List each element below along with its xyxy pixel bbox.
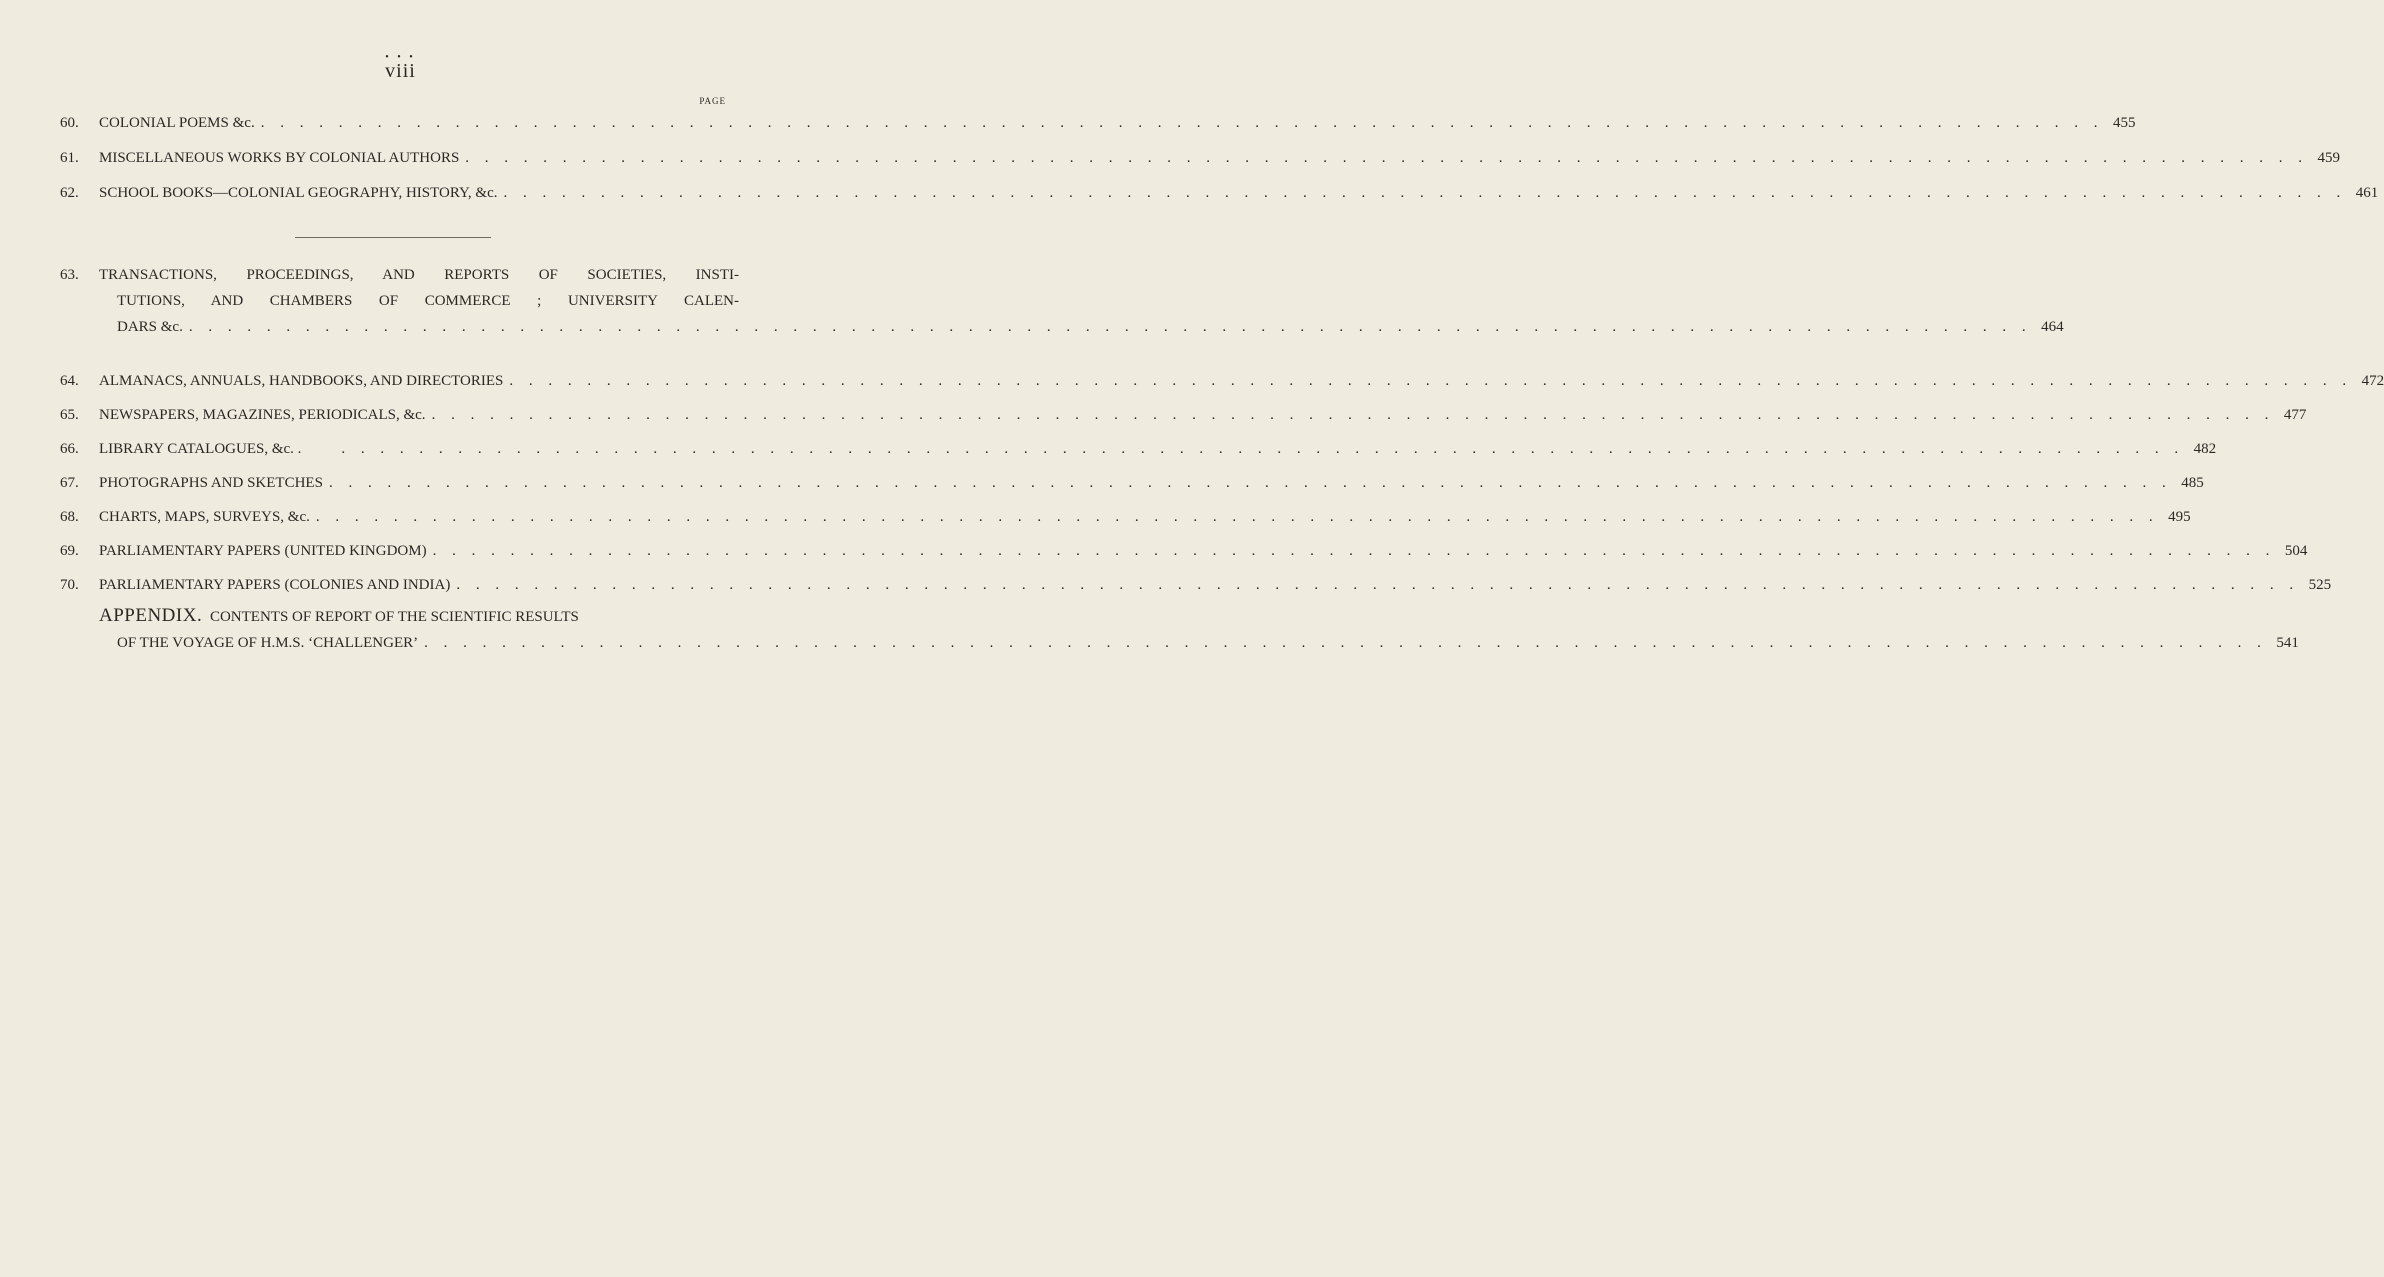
dot-leader: . . . . . . . . . . . . . . . . . . . . . . . . . . . . . . . . . . . . . . . . . . . . . . . . . . . . . . . . . . . . . . . . . . . . . . . . . . . . . . . . . . . . . . . . . . . . . . . — [188, 319, 2032, 335]
dot-leader: . . . . . . . . . . . . . . . . . . . . . . . . . . . . . . . . . . . . . . . . . . . . . . . . . . . . . . . . . . . . . . . . . . . . . . . . . . . . . . . . . . . . . . . . . . . . . . . — [315, 509, 2159, 525]
entry-title: NEWSPAPERS, MAGAZINES, PERIODICALS, &c. — [99, 407, 426, 423]
toc-entry-appendix[interactable] — [60, 603, 2299, 656]
page-number — [0, 52, 801, 83]
entry-title: LIBRARY CATALOGUES, &c. . — [99, 441, 302, 457]
entry-title-line-1: TRANSACTIONS, PROCEEDINGS, AND REPORTS OF SOCIETIES, INSTI- — [99, 267, 739, 283]
toc-entry-64[interactable] — [60, 368, 2384, 394]
entry-page: 455 — [2112, 115, 2136, 131]
section-divider — [295, 237, 491, 238]
toc-entry-70[interactable] — [60, 572, 2332, 598]
entry-page: 461 — [2355, 185, 2379, 201]
entry-number: 66. — [60, 441, 79, 457]
toc-entry-68[interactable] — [60, 504, 2191, 530]
toc-entry-67[interactable] — [60, 470, 2204, 496]
dot-leader: . . . . . . . . . . . . . . . . . . . . . . . . . . . . . . . . . . . . . . . . . . . . . . . . . . . . . . . . . . . . . . . . . . . . . . . . . . . . . . . . . . . . . . . . . . . . . . . — [509, 373, 2353, 389]
appendix-heading: APPENDIX. — [99, 605, 203, 626]
toc-entry-60[interactable] — [60, 110, 2136, 136]
entry-title: CHARTS, MAPS, SURVEYS, &c. — [99, 509, 310, 525]
entry-number: 67. — [60, 475, 79, 491]
entry-page: 541 — [2276, 635, 2299, 651]
entry-number: 64. — [60, 373, 79, 389]
entry-title: PHOTOGRAPHS AND SKETCHES — [99, 475, 323, 491]
dot-leader: . . . . . . . . . . . . . . . . . . . . . . . . . . . . . . . . . . . . . . . . . . . . . . . . . . . . . . . . . . . . . . . . . . . . . . . . . . . . . . . . . . . . . . . . . . . . . . . — [432, 543, 2276, 559]
appendix-title-line-2: OF THE VOYAGE OF H.M.S. ‘CHALLENGER’ — [117, 635, 419, 651]
entry-number: 61. — [60, 150, 79, 166]
entry-title-line-2: TUTIONS, AND CHAMBERS OF COMMERCE ; UNIVERSITY CALEN- — [117, 293, 739, 309]
dot-leader: . . . . . . . . . . . . . . . . . . . . . . . . . . . . . . . . . . . . . . . . . . . . . . . . . . . . . . . . . . . . . . . . . . . . . . . . . . . . . . . . . . . . . . . . . . . . . . . — [465, 150, 2309, 166]
toc-entry-62[interactable] — [60, 180, 2379, 206]
entry-number: 70. — [60, 577, 79, 593]
entry-page: 477 — [2283, 407, 2307, 423]
entry-title: COLONIAL POEMS &c. — [99, 115, 255, 131]
dot-leader: . . . . . . . . . . . . . . . . . . . . . . . . . . . . . . . . . . . . . . . . . . . . . . . . . . . . . . . . . . . . . . . . . . . . . . . . . . . . . . . . . . . . . . . . . . . . . . . — [341, 441, 2185, 457]
toc-entry-65[interactable] — [60, 402, 2307, 428]
page-number-ornament: • • • — [385, 52, 416, 63]
entry-number: 68. — [60, 509, 79, 525]
dot-leader: . . . . . . . . . . . . . . . . . . . . . . . . . . . . . . . . . . . . . . . . . . . . . . . . . . . . . . . . . . . . . . . . . . . . . . . . . . . . . . . . . . . . . . . . . . . . . . . — [456, 577, 2300, 593]
entry-title-line-3: DARS &c. — [117, 319, 183, 335]
dot-leader: . . . . . . . . . . . . . . . . . . . . . . . . . . . . . . . . . . . . . . . . . . . . . . . . . . . . . . . . . . . . . . . . . . . . . . . . . . . . . . . . . . . . . . . . . . . . . . . — [328, 475, 2172, 491]
toc-entry-66[interactable] — [60, 436, 2217, 462]
entry-page: 525 — [2308, 577, 2332, 593]
entry-number: 62. — [60, 185, 79, 201]
dot-leader: . . . . . . . . . . . . . . . . . . . . . . . . . . . . . . . . . . . . . . . . . . . . . . . . . . . . . . . . . . . . . . . . . . . . . . . . . . . . . . . . . . . . . . . . . . . . . . . — [260, 115, 2104, 131]
page-number-text: viii — [385, 60, 416, 82]
toc-entry-61[interactable] — [60, 145, 2341, 171]
dot-leader: . . . . . . . . . . . . . . . . . . . . . . . . . . . . . . . . . . . . . . . . . . . . . . . . . . . . . . . . . . . . . . . . . . . . . . . . . . . . . . . . . . . . . . . . . . . . . . . — [503, 185, 2347, 201]
entry-page: 482 — [2193, 441, 2217, 457]
entry-title: PARLIAMENTARY PAPERS (COLONIES AND INDIA) — [99, 577, 451, 593]
entry-page: 459 — [2317, 150, 2341, 166]
entry-number: 65. — [60, 407, 79, 423]
entry-title: ALMANACS, ANNUALS, HANDBOOKS, AND DIRECTORIES — [99, 373, 504, 389]
entry-number: 63. — [60, 267, 79, 283]
entry-title: SCHOOL BOOKS—COLONIAL GEOGRAPHY, HISTORY, &c. — [99, 185, 498, 201]
entry-number: 69. — [60, 543, 79, 559]
entry-page: 464 — [2041, 319, 2064, 335]
entry-page: 485 — [2181, 475, 2204, 491]
toc-entry-63[interactable] — [60, 262, 2064, 340]
page-column-header: PAGE — [699, 96, 726, 106]
entry-title: PARLIAMENTARY PAPERS (UNITED KINGDOM) — [99, 543, 427, 559]
entry-page: 495 — [2168, 509, 2191, 525]
dot-leader: . . . . . . . . . . . . . . . . . . . . . . . . . . . . . . . . . . . . . . . . . . . . . . . . . . . . . . . . . . . . . . . . . . . . . . . . . . . . . . . . . . . . . . . . . . . . . . . — [431, 407, 2275, 423]
entry-page: 504 — [2284, 543, 2308, 559]
entry-number: 60. — [60, 115, 79, 131]
entry-page: 472 — [2361, 373, 2384, 389]
dot-leader: . . . . . . . . . . . . . . . . . . . . . . . . . . . . . . . . . . . . . . . . . . . . . . . . . . . . . . . . . . . . . . . . . . . . . . . . . . . . . . . . . . . . . . . . . . . . . . . — [424, 635, 2267, 651]
entry-title: MISCELLANEOUS WORKS BY COLONIAL AUTHORS — [99, 150, 460, 166]
appendix-title-line-1 — [99, 603, 739, 630]
toc-entry-69[interactable] — [60, 538, 2308, 564]
appendix-title-text: CONTENTS OF REPORT OF THE SCIENTIFIC RESULTS — [209, 609, 579, 625]
